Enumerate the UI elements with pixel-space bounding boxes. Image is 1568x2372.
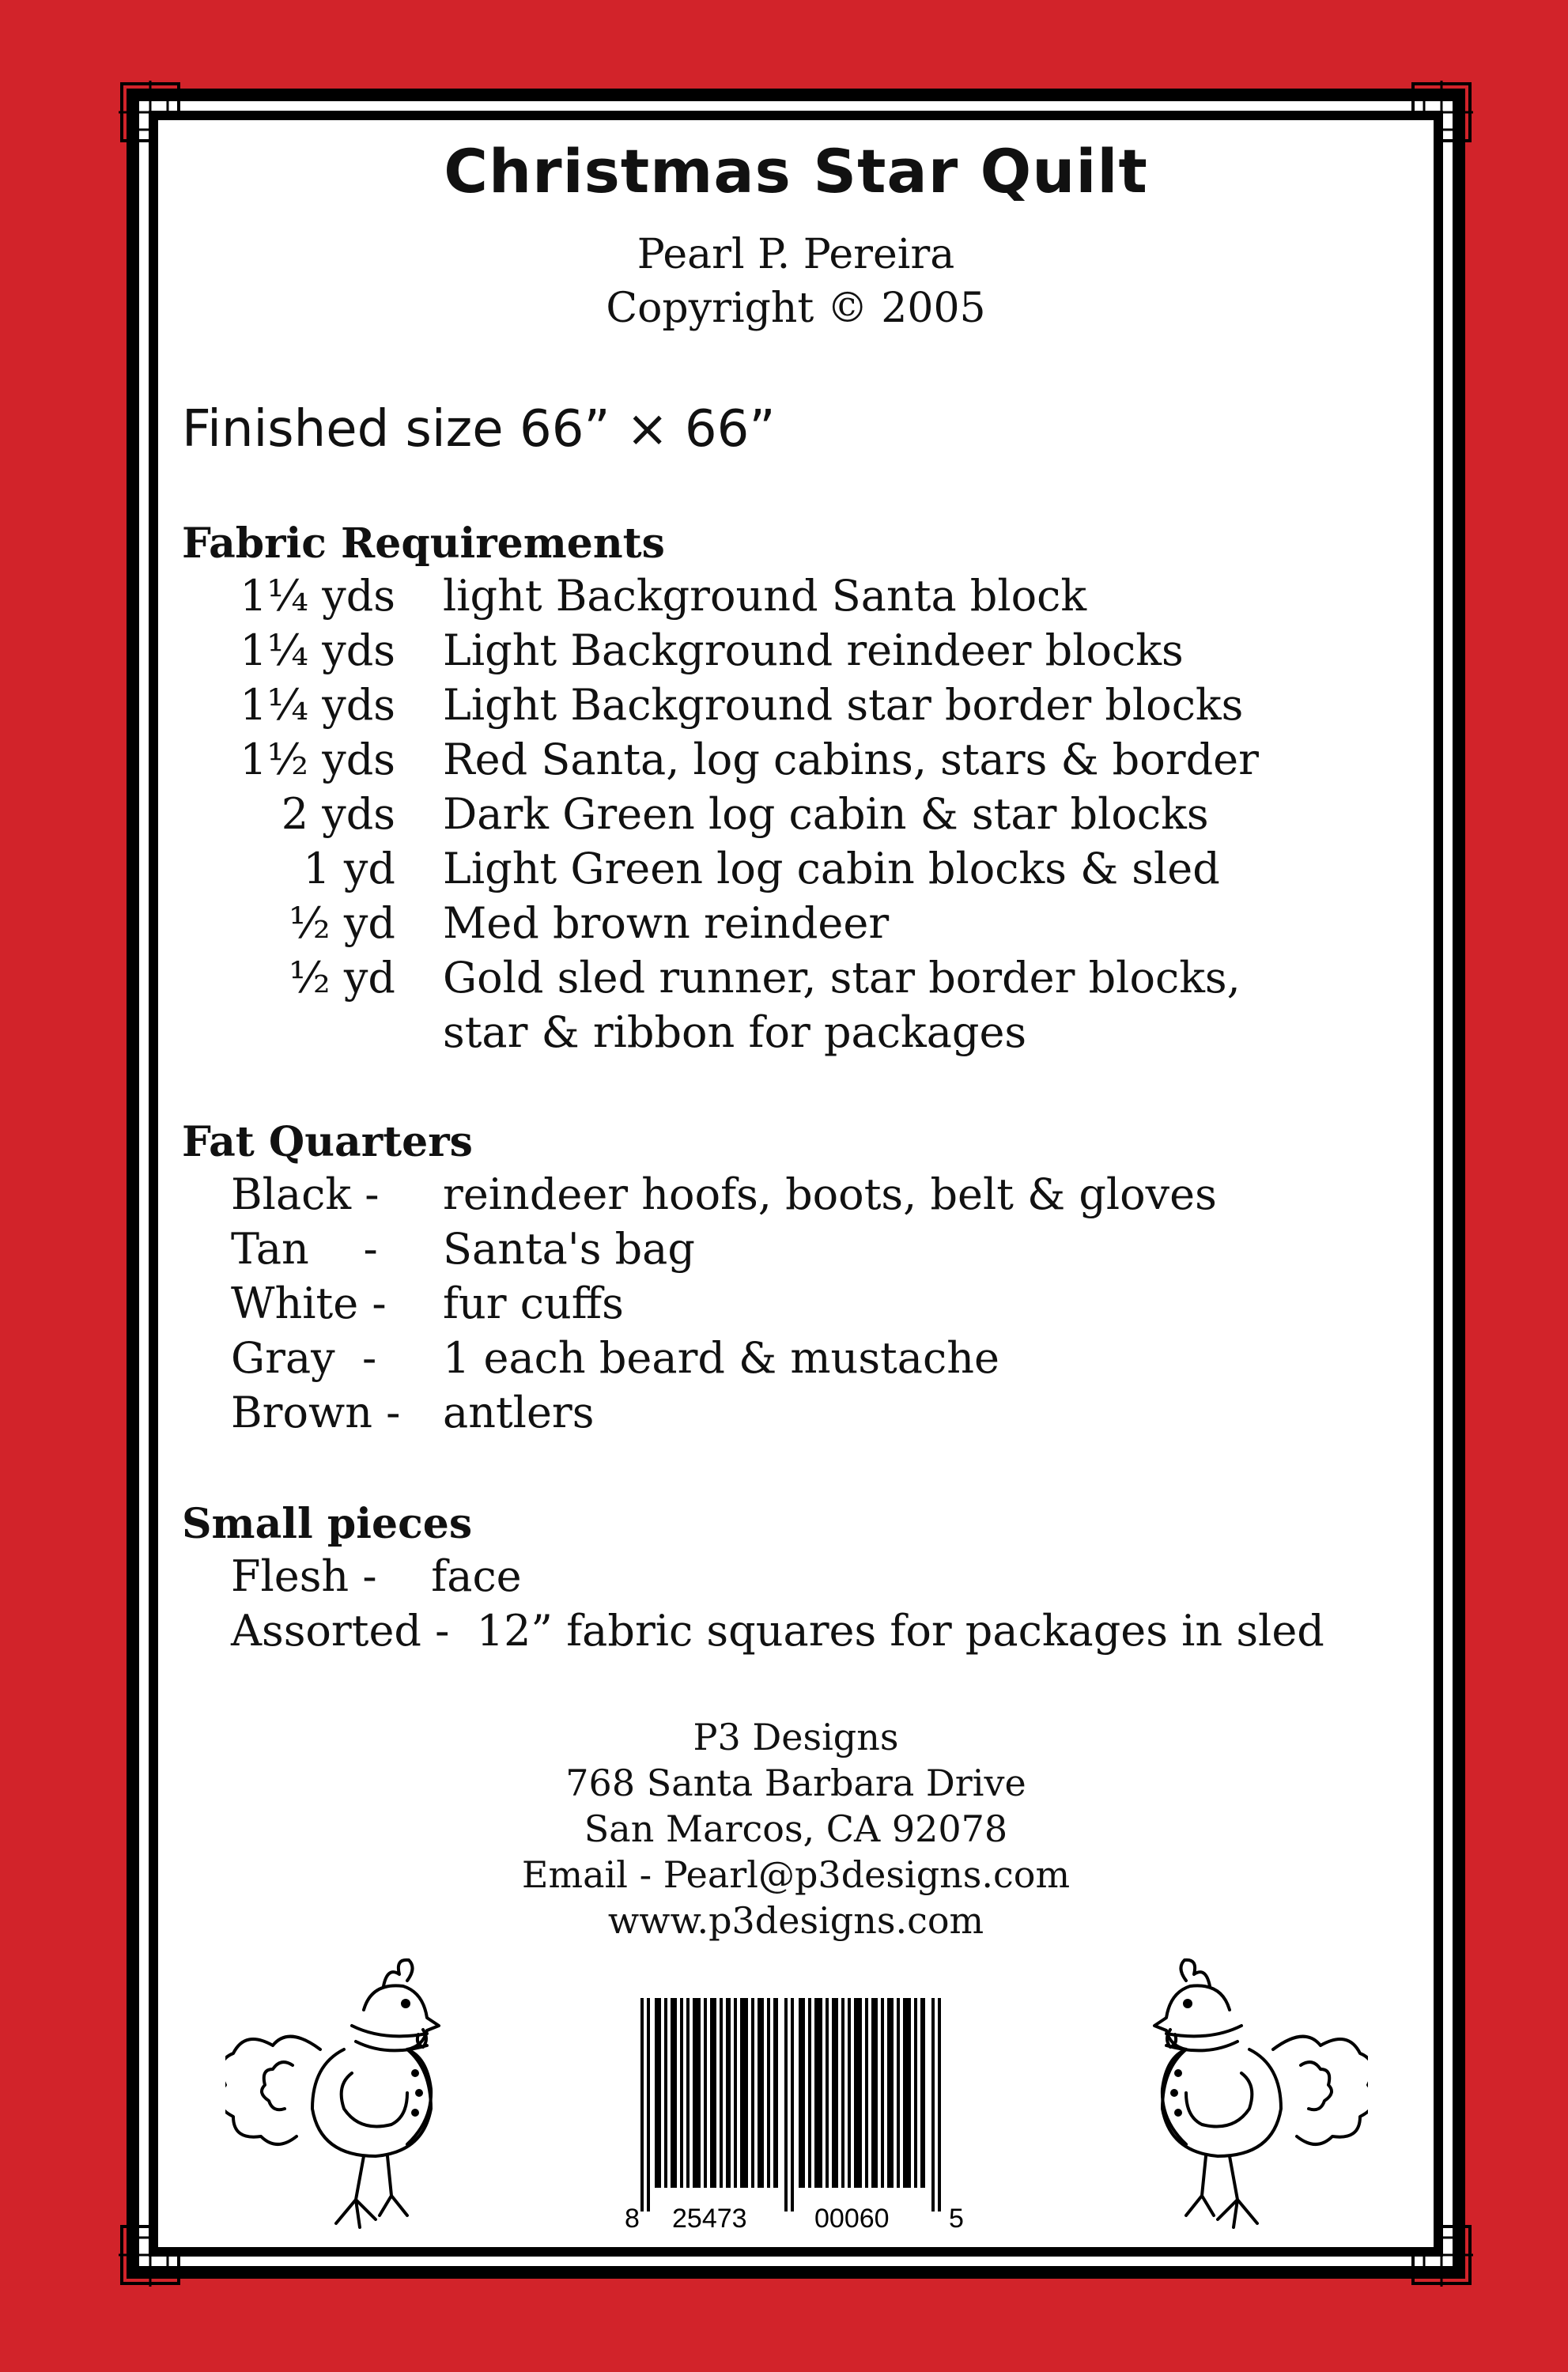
fat-quarters-heading: Fat Quarters: [182, 1118, 473, 1166]
barcode-group-2: 00060: [814, 2204, 890, 2234]
fabric-desc: Red Santa, log cabins, stars & border: [443, 735, 1259, 784]
fabric-qty: ½ yd: [289, 953, 395, 1003]
barcode-digit-left: 8: [625, 2204, 640, 2234]
fat-quarter-item: [158, 1224, 1423, 1279]
small-piece-item: Assorted - 12” fabric squares for packages in sled: [231, 1606, 1324, 1656]
company-street: 768 Santa Barbara Drive: [565, 1762, 1026, 1804]
fat-quarter-use: Santa's bag: [443, 1224, 695, 1274]
fabric-desc: light Background Santa block: [443, 571, 1087, 621]
fabric-qty: 1¼ yds: [240, 625, 395, 675]
fabric-desc: Light Background star border blocks: [443, 680, 1244, 730]
fabric-item: [158, 898, 1423, 954]
fabric-qty: 1¼ yds: [240, 680, 395, 730]
fabric-desc: Light Green log cabin blocks & sled: [443, 844, 1220, 893]
fabric-item: [158, 789, 1423, 844]
fabric-desc: Dark Green log cabin & star blocks: [443, 789, 1209, 839]
finished-size: Finished size 66” × 66”: [182, 400, 776, 459]
fabric-item: [158, 844, 1423, 899]
pattern-title: Christmas Star Quilt: [444, 136, 1148, 206]
fat-quarter-use: antlers: [443, 1388, 595, 1437]
fabric-desc: Gold sled runner, star border blocks,: [443, 953, 1241, 1003]
fabric-desc: star & ribbon for packages: [443, 1007, 1027, 1057]
fat-quarter-color: Black -: [231, 1169, 380, 1219]
upc-barcode: [625, 1998, 980, 2235]
company-city: San Marcos, CA 92078: [584, 1807, 1008, 1850]
fabric-item: [158, 735, 1423, 790]
company-email[interactable]: Email - Pearl@p3designs.com: [521, 1853, 1071, 1896]
fat-quarter-item: [158, 1333, 1423, 1388]
fabric-qty: ½ yd: [289, 898, 395, 948]
fat-quarter-item: [158, 1388, 1423, 1443]
fat-quarter-color: White -: [231, 1279, 387, 1328]
fat-quarter-item: [158, 1169, 1423, 1225]
company-website[interactable]: www.p3designs.com: [607, 1899, 984, 1942]
rooster-illustration-left: [225, 1955, 486, 2247]
rooster-illustration-right: [1107, 1955, 1368, 2247]
fabric-desc: Light Background reindeer blocks: [443, 625, 1184, 675]
barcode-group-1: 25473: [672, 2204, 747, 2234]
fat-quarter-use: 1 each beard & mustache: [443, 1333, 999, 1383]
fabric-item: [158, 680, 1423, 735]
copyright-line: Copyright © 2005: [606, 285, 986, 332]
fabric-requirements-heading: Fabric Requirements: [182, 519, 665, 568]
content-panel: [158, 120, 1434, 2247]
author-name: Pearl P. Pereira: [637, 231, 955, 278]
fat-quarter-color: Brown -: [231, 1388, 401, 1437]
fabric-item: [158, 571, 1423, 626]
company-name: P3 Designs: [693, 1716, 899, 1758]
barcode-digit-right: 5: [949, 2204, 964, 2234]
fat-quarter-item: [158, 1279, 1423, 1334]
fabric-item: [158, 1007, 1423, 1063]
small-pieces-heading: Small pieces: [182, 1500, 473, 1548]
fabric-desc: Med brown reindeer: [443, 898, 890, 948]
fat-quarter-color: Gray -: [231, 1333, 377, 1383]
fabric-qty: 2 yds: [281, 789, 395, 839]
small-piece-item: Flesh - face: [231, 1551, 522, 1601]
fabric-qty: 1¼ yds: [240, 571, 395, 621]
fabric-qty: 1 yd: [303, 844, 395, 893]
fat-quarter-use: reindeer hoofs, boots, belt & gloves: [443, 1169, 1217, 1219]
fat-quarter-use: fur cuffs: [443, 1279, 624, 1328]
fabric-item: [158, 625, 1423, 681]
fabric-qty: 1½ yds: [240, 735, 395, 784]
fabric-item: [158, 953, 1423, 1008]
fat-quarter-color: Tan -: [231, 1224, 378, 1274]
